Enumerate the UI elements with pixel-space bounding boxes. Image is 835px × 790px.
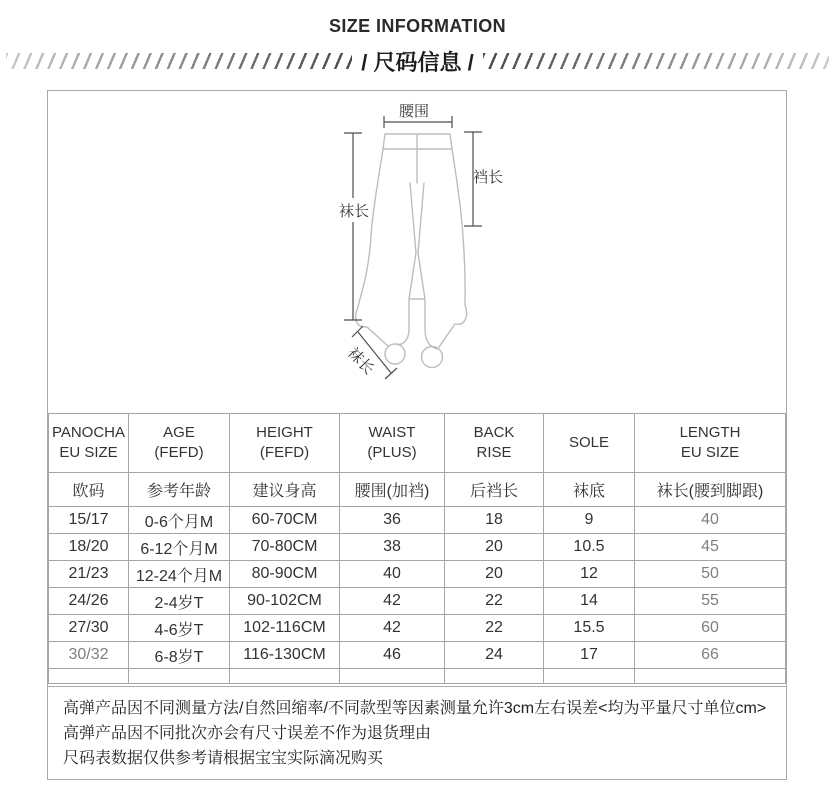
- leg-length-measure-line: [344, 133, 362, 320]
- table-cell: 80-90CM: [230, 561, 340, 588]
- table-cell-empty: [635, 669, 786, 684]
- header-line: AGE: [163, 424, 195, 441]
- table-row: [49, 642, 786, 669]
- right-leg-outline: [439, 149, 467, 347]
- right-leg-inner: [425, 299, 437, 349]
- table-cell: 4-6岁T: [129, 615, 230, 642]
- leg-length-label: 袜长: [338, 203, 370, 220]
- table-cell: 12: [544, 561, 635, 588]
- table-cell: 60: [635, 615, 786, 642]
- rise-label: 裆长: [472, 169, 504, 186]
- table-cell: 30/32: [49, 642, 129, 669]
- table-cell-empty: [340, 669, 445, 684]
- table-row: [49, 615, 786, 642]
- left-leg-outline: [356, 149, 388, 346]
- header-line: WAIST: [368, 424, 416, 441]
- header-line: SOLE: [568, 434, 610, 451]
- note-line: 尺码表数据仅供参考请根据宝宝实际滴况购买: [63, 750, 384, 767]
- size-table: [48, 413, 786, 684]
- table-cell: 42: [340, 588, 445, 615]
- table-cell: 24/26: [49, 588, 129, 615]
- table-cell: 10.5: [544, 534, 635, 561]
- header-line: RISE: [476, 444, 512, 461]
- page-title: SIZE INFORMATION: [328, 16, 507, 36]
- col-header-cn: 欧码: [49, 473, 129, 507]
- table-cell: 18: [445, 507, 544, 534]
- col-header: [340, 414, 445, 473]
- table-cell: 12-24个月M: [129, 561, 230, 588]
- table-cell: 6-12个月M: [129, 534, 230, 561]
- table-cell: 38: [340, 534, 445, 561]
- note-line: 高弹产品因不同批次亦会有尺寸误差不作为退货理由: [63, 725, 432, 742]
- table-header-cn: [49, 473, 786, 507]
- header-line: (FEFD): [259, 444, 310, 461]
- col-header: [635, 414, 786, 473]
- col-header-cn: 建议身高: [230, 473, 340, 507]
- table-cell: 40: [635, 507, 786, 534]
- subtitle-row: [6, 46, 829, 76]
- foot-length-label: 袜长: [344, 344, 378, 379]
- tights-outline: [356, 134, 467, 368]
- header-line: LENGTH: [679, 424, 741, 441]
- slash-divider-right-icon: [483, 53, 829, 69]
- col-header-cn: 后裆长: [445, 473, 544, 507]
- table-cell-empty: [230, 669, 340, 684]
- table-cell: 15.5: [544, 615, 635, 642]
- table-cell: 102-116CM: [230, 615, 340, 642]
- table-cell: 17: [544, 642, 635, 669]
- table-cell-empty: [49, 669, 129, 684]
- table-header-en: [49, 414, 786, 473]
- table-cell: 2-4岁T: [129, 588, 230, 615]
- gusset-seams: [409, 135, 425, 299]
- table-cell: 15/17: [49, 507, 129, 534]
- table-cell: 45: [635, 534, 786, 561]
- size-panel: [47, 90, 787, 780]
- table-cell: 20: [445, 534, 544, 561]
- table-cell: 22: [445, 588, 544, 615]
- header-line: BACK: [473, 424, 515, 441]
- header-line: (FEFD): [154, 444, 204, 461]
- table-row: [49, 588, 786, 615]
- table-cell: 6-8岁T: [129, 642, 230, 669]
- right-toe: [422, 347, 443, 368]
- col-header-cn: 腰围(加裆): [340, 473, 445, 507]
- col-header-cn: 袜底: [544, 473, 635, 507]
- col-header: [230, 414, 340, 473]
- table-cell: 21/23: [49, 561, 129, 588]
- col-header: [544, 414, 635, 473]
- table-cell-empty: [544, 669, 635, 684]
- notes-box: [48, 686, 786, 779]
- table-row: [49, 534, 786, 561]
- table-cell: 24: [445, 642, 544, 669]
- col-header-cn: 袜长(腰到脚跟): [635, 473, 786, 507]
- size-table-body: [49, 507, 786, 684]
- col-header: [129, 414, 230, 473]
- table-cell-empty: [129, 669, 230, 684]
- table-cell: 9: [544, 507, 635, 534]
- empty-row: [49, 669, 786, 684]
- header-line: EU SIZE: [59, 444, 118, 461]
- table-cell: 18/20: [49, 534, 129, 561]
- left-toe: [385, 344, 405, 364]
- header-line: (PLUS): [367, 444, 417, 461]
- waist-label: 腰围: [398, 103, 430, 120]
- col-header: [445, 414, 544, 473]
- table-cell: 20: [445, 561, 544, 588]
- table-cell: 14: [544, 588, 635, 615]
- table-cell: 66: [635, 642, 786, 669]
- header-line: EU SIZE: [680, 444, 740, 461]
- col-header: [49, 414, 129, 473]
- table-cell: 50: [635, 561, 786, 588]
- table-row: [49, 561, 786, 588]
- measurement-lines: [344, 116, 482, 379]
- table-cell: 55: [635, 588, 786, 615]
- table-cell: 70-80CM: [230, 534, 340, 561]
- table-cell: 90-102CM: [230, 588, 340, 615]
- header-line: HEIGHT: [256, 424, 313, 441]
- page-subtitle: / 尺码信息 /: [361, 49, 474, 75]
- table-cell: 42: [340, 615, 445, 642]
- table-cell: 116-130CM: [230, 642, 340, 669]
- table-cell: 46: [340, 642, 445, 669]
- slash-divider-left-icon: [6, 53, 352, 69]
- table-cell-empty: [445, 669, 544, 684]
- table-cell: 36: [340, 507, 445, 534]
- tights-diagram: [331, 95, 513, 397]
- table-cell: 0-6个月M: [129, 507, 230, 534]
- header-line: PANOCHA: [51, 424, 126, 441]
- table-cell: 40: [340, 561, 445, 588]
- table-cell: 22: [445, 615, 544, 642]
- table-cell: 27/30: [49, 615, 129, 642]
- left-leg-inner: [396, 299, 409, 344]
- note-line: 高弹产品因不同测量方法/自然回缩率/不同款型等因素测量允许3cm左右误差<均为平量尺寸单位cm>: [63, 700, 767, 717]
- table-cell: 60-70CM: [230, 507, 340, 534]
- col-header-cn: 参考年龄: [129, 473, 230, 507]
- table-row: [49, 507, 786, 534]
